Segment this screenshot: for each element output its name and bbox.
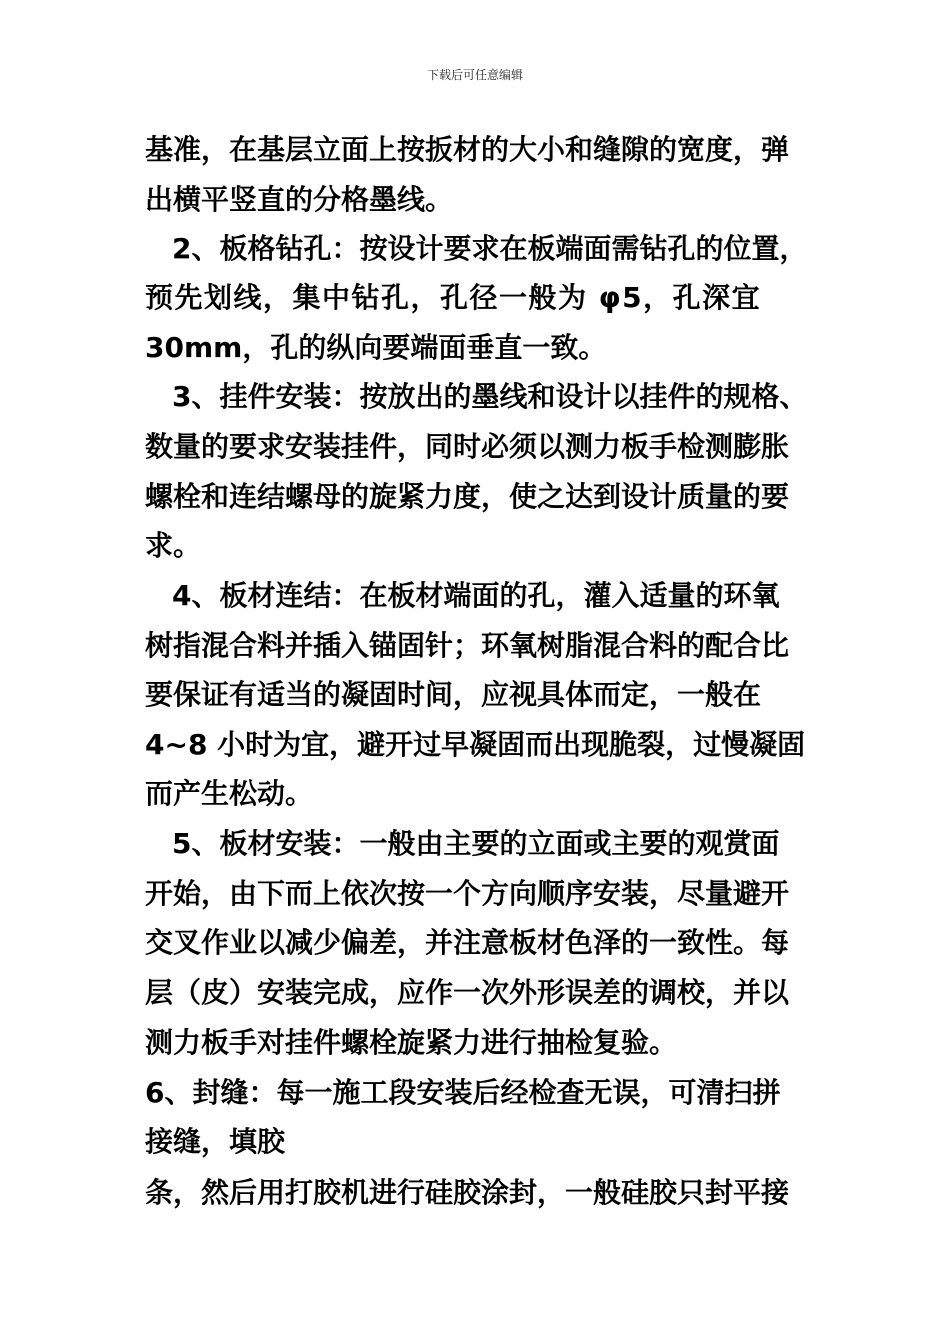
text-line: 而产生松动。 xyxy=(145,777,314,810)
text-line: 数量的要求安装挂件，同时必须以测力板手检测膨胀 xyxy=(145,430,790,463)
text-line: 出横平竖直的分格墨线。 xyxy=(145,183,454,216)
text-line: 预先划线，集中钻孔，孔径一般为 φ5，孔深宜 xyxy=(145,281,762,314)
text-line: 3、挂件安装：按放出的墨线和设计以挂件的规格、 xyxy=(172,380,808,413)
text-line: 接缝，填胶 xyxy=(145,1125,286,1158)
text-line: 要保证有适当的凝固时间，应视具体而定，一般在 xyxy=(145,678,762,711)
text-line: 螺栓和连结螺母的旋紧力度，使之达到设计质量的要 xyxy=(145,480,790,513)
text-line: 求。 xyxy=(145,529,202,562)
text-line: 30mm，孔的纵向要端面垂直一致。 xyxy=(145,331,607,364)
text-line: 2、板格钻孔：按设计要求在板端面需钻孔的位置， xyxy=(172,232,808,265)
text-line: 树指混合料并插入锚固针；环氧树脂混合料的配合比 xyxy=(145,629,790,662)
text-line: 层（皮）安装完成，应作一次外形误差的调校，并以 xyxy=(145,976,790,1009)
text-line: 6、封缝：每一施工段安装后经检查无误，可清扫拼 xyxy=(145,1076,781,1109)
text-line: 5、板材安装：一般由主要的立面或主要的观赏面 xyxy=(172,827,780,860)
page-header: 下载后可任意编辑 xyxy=(426,68,523,82)
text-line: 测力板手对挂件螺栓旋紧力进行抽检复验。 xyxy=(145,1026,678,1059)
text-line: 4~8 小时为宜，避开过早凝固而出现脆裂，过慢凝固 xyxy=(145,728,806,761)
text-line: 基准，在基层立面上按扳材的大小和缝隙的宽度，弹 xyxy=(145,133,790,166)
text-line: 交叉作业以减少偏差，并注意板材色泽的一致性。每 xyxy=(145,926,790,959)
text-line: 开始，由下而上依次按一个方向顺序安装，尽量避开 xyxy=(145,877,790,910)
text-line: 条，然后用打胶机进行硅胶涂封，一般硅胶只封平接 xyxy=(145,1176,790,1209)
text-line: 4、板材连结：在板材端面的孔，灌入适量的环氧 xyxy=(172,579,780,612)
